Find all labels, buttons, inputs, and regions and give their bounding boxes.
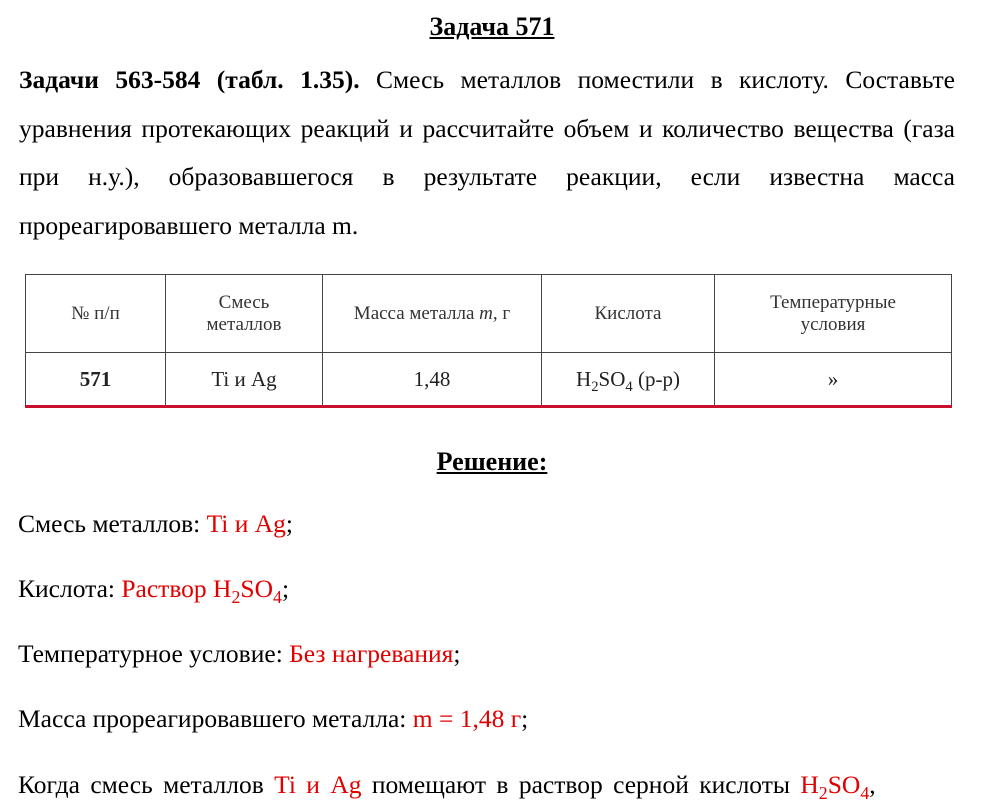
header-acid: Кислота [542, 275, 715, 353]
cell-mass: 1,48 [323, 353, 542, 407]
cell-temp: » [715, 353, 952, 407]
table-row [26, 353, 952, 407]
cell-acid: $H_2SO_4$ (р-р) [542, 353, 715, 407]
explanation-line: Когда смесь металлов Ti и Ag помещают в раствор серной кислоты $H_2SO_4$, [18, 770, 876, 803]
task-title: Задача 571 [429, 12, 555, 41]
task-text: Смесь металлов поместили в кислоту. Составьте уравнения протекающих реакций и рассчитайте объем и количество вещества (газа при н.у.), образовавшегося в результате реакции, если известна масса прореагировавшего металла m. [19, 65, 955, 240]
task-data-table [25, 274, 952, 408]
mass-line: Масса прореагировавшего металла: m = 1,48 г; [18, 704, 529, 733]
header-mix: Смесь металлов [166, 275, 323, 353]
cell-num: 571 [26, 353, 166, 407]
table-header-row [26, 275, 952, 353]
mix-line: Смесь металлов: Ti и Ag; [18, 509, 293, 538]
mass-value: m = 1,48 г [412, 704, 522, 733]
solution-title: Решение: [436, 447, 548, 476]
header-temp: Температурные условия [715, 275, 952, 353]
header-mass: Масса металла m, г [323, 275, 542, 353]
temperature-value: Без нагревания [289, 639, 454, 668]
temperature-line: Температурное условие: Без нагревания; [18, 639, 461, 668]
header-num: № п/п [26, 275, 166, 353]
cell-mix: Ti и Ag [166, 353, 323, 407]
acid-line: Кислота: Раствор $H_2SO_4$; [18, 574, 290, 608]
task-description [19, 56, 955, 250]
mix-value: Ti и Ag [206, 509, 286, 538]
acid-value: Раствор $H_2SO_4$ [121, 574, 282, 608]
task-range-label: Задачи 563-584 (табл. 1.35). [19, 65, 360, 94]
